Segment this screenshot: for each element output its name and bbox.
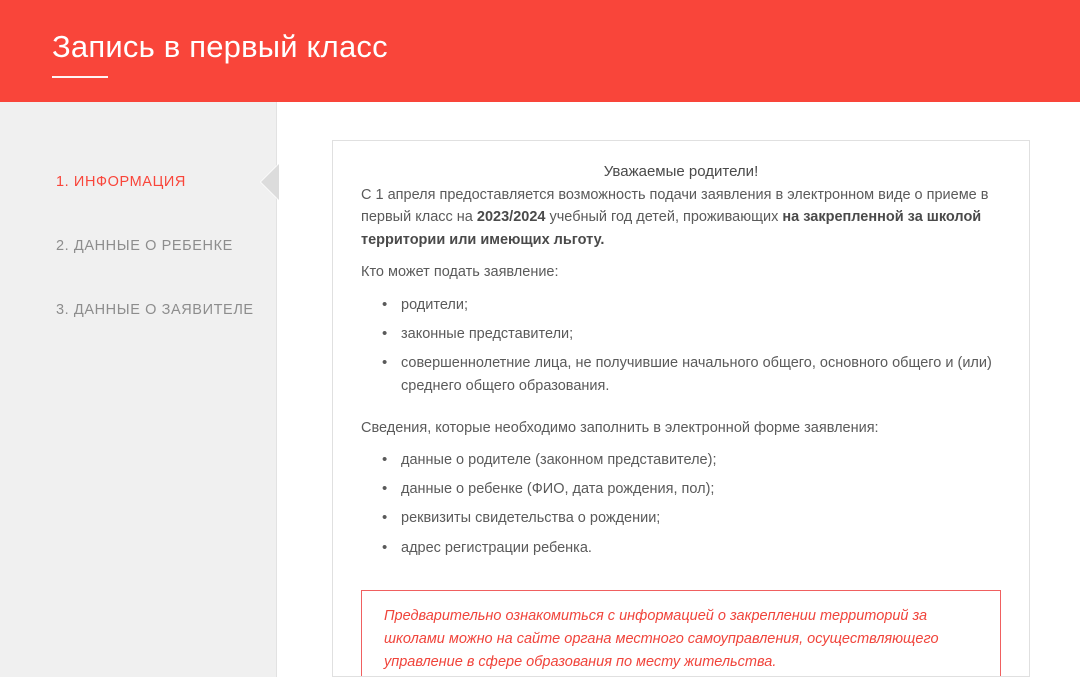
notice-text: Предварительно ознакомиться с информацией о закреплении территорий за школами можно на сайте органа местного самоуправления, осуществляющего управление в сфере образования по месту жительства.	[384, 607, 939, 670]
form-data-label: Сведения, которые необходимо заполнить в электронной форме заявления:	[361, 419, 879, 436]
list-item: • законные представители;	[399, 323, 1001, 346]
list-item: • реквизиты свидетельства о рождении;	[399, 507, 1001, 530]
list-item: • данные о родителе (законном представителе);	[399, 449, 1001, 472]
step-sidebar	[0, 102, 277, 677]
panel-heading: Уважаемые родители!	[603, 163, 759, 180]
intro-text-part2: учебный год детей, проживающих	[545, 209, 783, 226]
list-item: • родители;	[399, 294, 1001, 317]
who-can-apply-label: Кто может подать заявление:	[361, 264, 559, 281]
list-item: • адрес регистрации ребенка.	[399, 537, 1001, 560]
title-underline-divider	[52, 76, 108, 78]
page-body	[0, 102, 1080, 677]
list-item: • данные о ребенке (ФИО, дата рождения, пол);	[399, 478, 1001, 501]
sidebar-item-label: 3. ДАННЫЕ О ЗАЯВИТЕЛЕ	[56, 302, 254, 318]
sidebar-item-label: 1. ИНФОРМАЦИЯ	[56, 174, 186, 190]
page-header	[0, 0, 1080, 102]
active-step-pointer-icon	[260, 165, 277, 199]
information-panel	[332, 140, 1030, 677]
intro-academic-year: 2023/2024	[476, 209, 546, 226]
sidebar-item-label: 2. ДАННЫЕ О РЕБЕНКЕ	[56, 238, 233, 254]
sidebar-item-information[interactable]	[0, 150, 276, 214]
list-item: • совершеннолетние лица, не получившие начального общего, основного общего и (или) среднего общего образования.	[399, 352, 1001, 398]
intro-text-bold: на закрепленной за школой территории или имеющих льготу.	[361, 209, 982, 248]
who-can-apply-list	[361, 294, 1001, 399]
sidebar-item-applicant-data[interactable]	[0, 278, 276, 342]
sidebar-item-child-data[interactable]	[0, 214, 276, 278]
territory-notice-box	[361, 590, 1001, 677]
page-title: Запись в первый класс	[52, 28, 388, 64]
intro-paragraph	[361, 184, 1001, 251]
intro-text-part1: С 1 апреля предоставляется возможность подачи заявления в электронном виде о приеме в первый класс на	[361, 187, 989, 226]
main-content	[277, 102, 1080, 677]
form-data-list	[361, 449, 1001, 560]
